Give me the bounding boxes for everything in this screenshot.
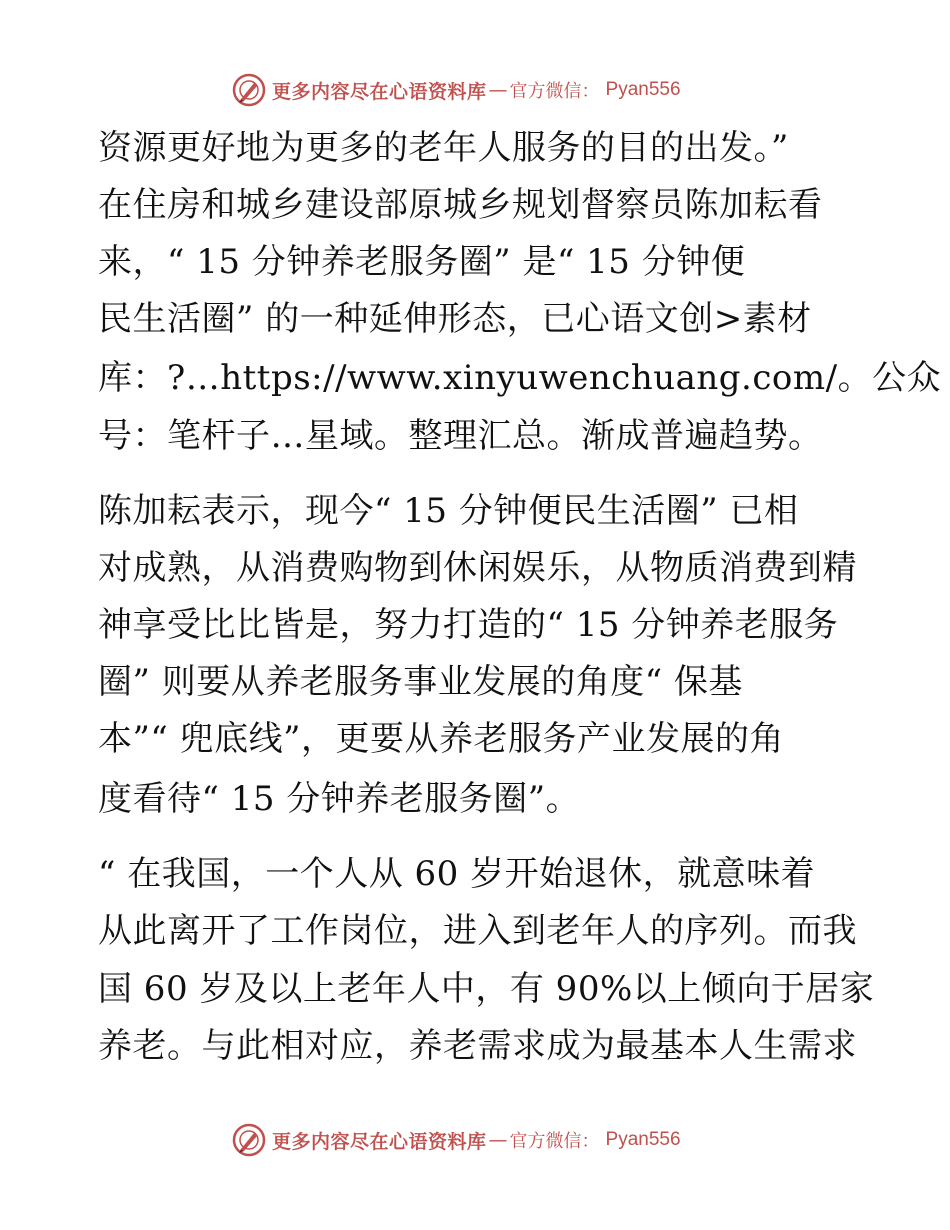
- text-line: 养老。与此相对应，养老需求成为最基本人生需求: [98, 1026, 857, 1066]
- header-site-text: 更多内容尽在心语资料库: [272, 80, 487, 103]
- footer-wechat-label: 官方微信：: [509, 1131, 600, 1152]
- text-line: 本”“ 兜底线”，更要从养老服务产业发展的角: [98, 719, 784, 759]
- text-line: 号：笔杆子…星域。整理汇总。渐成普遍趋势。: [98, 416, 823, 456]
- text-line: 圈” 则要从养老服务事业发展的角度“ 保基: [98, 662, 743, 702]
- text-line: 资源更好地为更多的老年人服务的目的出发。”: [98, 128, 789, 168]
- header-wechat-id: Pyan556: [605, 79, 681, 100]
- footer-wechat-id: Pyan556: [605, 1129, 681, 1150]
- pen-logo-icon: [232, 1123, 266, 1157]
- text-line: 在住房和城乡建设部原城乡规划督察员陈加耘看: [98, 185, 823, 225]
- footer-banner: [232, 1122, 752, 1158]
- text-line: 民生活圈” 的一种延伸形态，已心语文创>素材: [98, 299, 812, 339]
- header-banner: [232, 72, 752, 108]
- header-dash: —: [488, 79, 508, 101]
- footer-site-text: 更多内容尽在心语资料库: [272, 1130, 487, 1153]
- text-line: 国 60 岁及以上老年人中，有 90%以上倾向于居家: [98, 969, 875, 1009]
- text-line: 库：?…https://www.xinyuwenchuang.com/。公众: [98, 358, 942, 398]
- footer-dash: —: [488, 1129, 508, 1151]
- text-line: 度看待“ 15 分钟养老服务圈”。: [98, 779, 581, 819]
- text-line: “ 在我国，一个人从 60 岁开始退休，就意味着: [98, 854, 816, 894]
- text-line: 陈加耘表示，现今“ 15 分钟便民生活圈” 已相: [98, 491, 799, 531]
- text-line: 对成熟，从消费购物到休闲娱乐，从物质消费到精: [98, 548, 857, 588]
- header-wechat-label: 官方微信：: [509, 81, 600, 102]
- pen-logo-icon: [232, 73, 266, 107]
- text-line: 来，“ 15 分钟养老服务圈” 是“ 15 分钟便: [98, 242, 746, 282]
- text-line: 神享受比比皆是，努力打造的“ 15 分钟养老服务: [98, 605, 839, 645]
- text-line: 从此离开了工作岗位，进入到老年人的序列。而我: [98, 911, 857, 951]
